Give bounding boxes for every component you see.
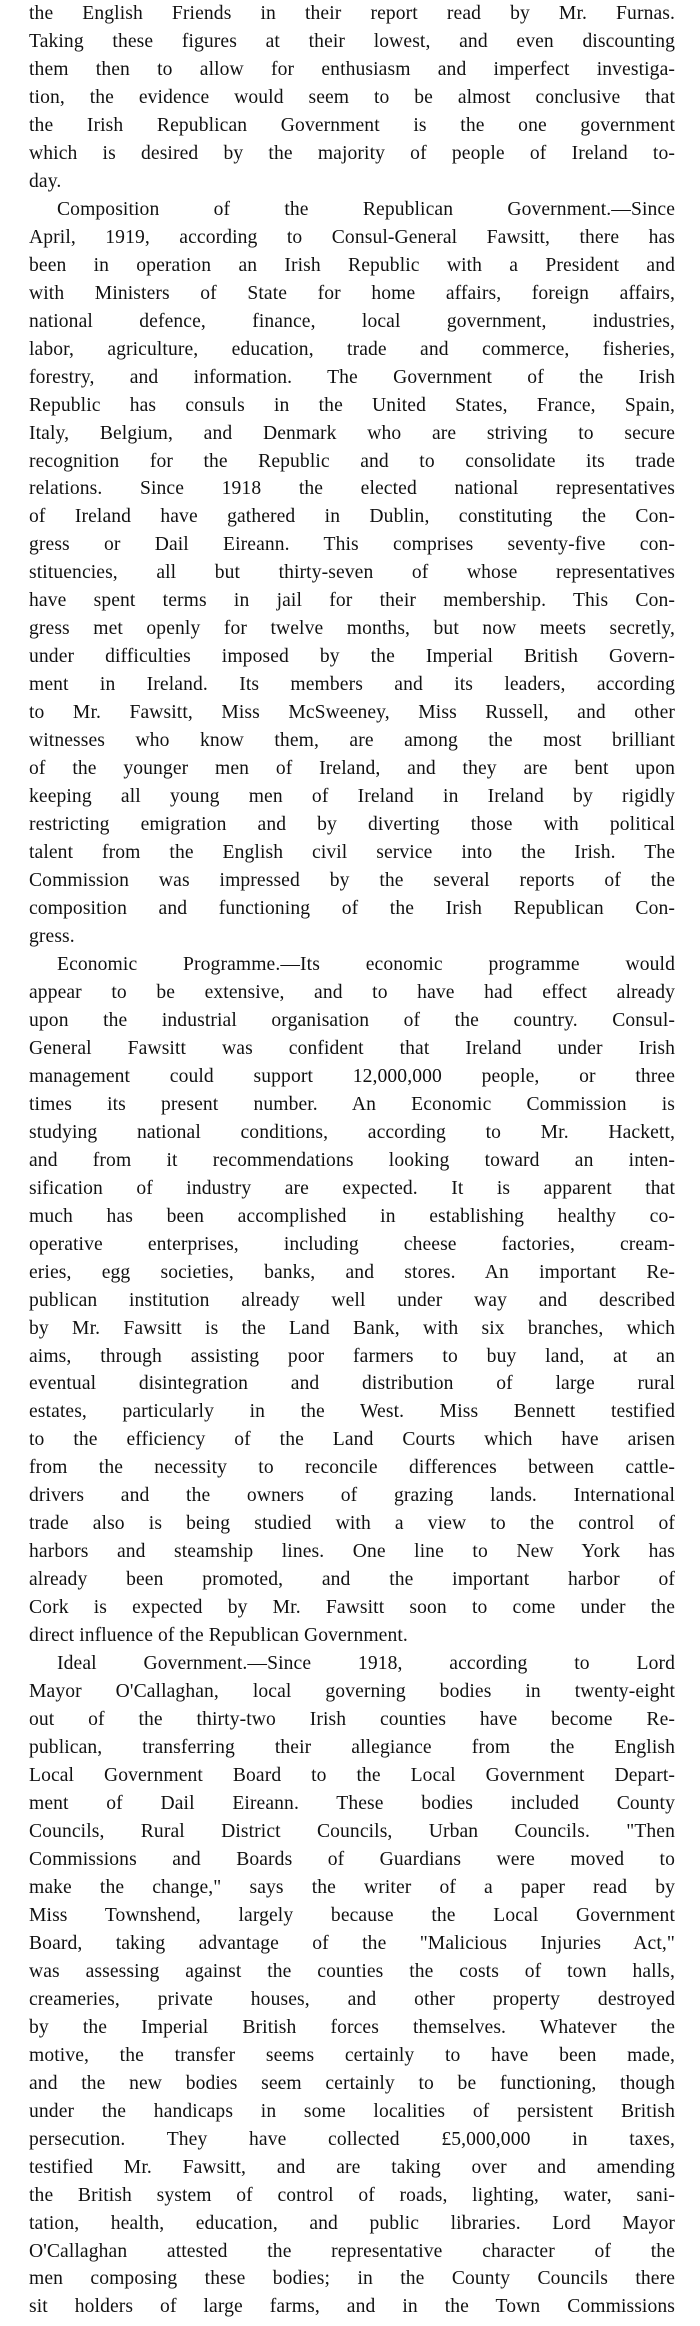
text-line: of Ireland have gathered in Dublin, constituting the Con- (29, 506, 675, 528)
text-line: persecution. They have collected £5,000,000 in taxes, (29, 2128, 675, 2150)
text-line: composition and functioning of the Irish Republican Con- (29, 898, 675, 919)
text-line: April, 1919, according to Consul-General Fawsitt, there has (29, 226, 675, 248)
text-line: direct influence of the Republican Government. (29, 1625, 408, 1647)
text-line: ment of Dail Eireann. These bodies included County (29, 1793, 675, 1814)
text-line: them then to allow for enthusiasm and imperfect investiga- (29, 58, 675, 80)
text-line: Republic has consuls in the United States, France, Spain, (29, 394, 675, 416)
text-line: was assessing against the counties the costs of town halls, (29, 1960, 675, 1982)
text-line: under difficulties imposed by the Imperial British Govern- (29, 646, 675, 668)
text-line: sit holders of large farms, and in the Town Commissions (29, 2296, 675, 2318)
text-line: keeping all young men of Ireland in Ireland by rigidly (29, 786, 675, 808)
text-line: upon the industrial organisation of the country. Consul- (29, 1009, 675, 1031)
text-line: tation, health, education, and public libraries. Lord Mayor (29, 2212, 675, 2234)
paragraph-economic-programme (29, 951, 675, 1650)
text-line: Economic Programme.—Its economic programme would (57, 953, 675, 975)
text-line: under the handicaps in some localities of persistent British (29, 2100, 675, 2122)
text-line: out of the thirty-two Irish counties have become Re- (29, 1709, 675, 1731)
paragraph-ideal-government (29, 1650, 675, 2321)
text-line: tion, the evidence would seem to be almost conclusive that (29, 86, 675, 108)
text-line: General Fawsitt was confident that Ireland under Irish (29, 1037, 675, 1059)
document-page (29, 0, 675, 2321)
text-line: to Mr. Fawsitt, Miss McSweeney, Miss Russell, and other (29, 702, 675, 724)
text-line: trade also is being studied with a view to the control of (29, 1513, 675, 1535)
text-line: management could support 12,000,000 people, or three (29, 1065, 675, 1087)
text-line: by the Imperial British forces themselves. Whatever the (29, 2016, 675, 2038)
text-line: Ideal Government.—Since 1918, according to Lord (57, 1653, 675, 1675)
text-line: day. (29, 170, 62, 192)
text-line: studying national conditions, according to Mr. Hackett, (29, 1121, 675, 1143)
text-line: of the younger men of Ireland, and they are bent upon (29, 758, 675, 780)
text-line: operative enterprises, including cheese factories, cream- (29, 1233, 675, 1255)
text-line: and from it recommendations looking toward an inten- (29, 1149, 675, 1171)
text-line: Composition of the Republican Government.—Since (57, 198, 675, 220)
text-line: Board, taking advantage of the "Malicious Injuries Act," (29, 1932, 675, 1954)
text-line: Miss Townshend, largely because the Local Government (29, 1904, 675, 1926)
paragraph-closing-friends-report (29, 0, 675, 196)
text-line: creameries, private houses, and other property destroyed (29, 1988, 675, 2010)
text-line: sification of industry are expected. It is apparent that (29, 1177, 675, 1199)
paragraph-composition-republican-government (29, 196, 675, 951)
text-line: Cork is expected by Mr. Fawsitt soon to come under the (29, 1597, 675, 1619)
text-line: and the new bodies seem certainly to be functioning, though (29, 2072, 675, 2094)
text-line: motive, the transfer seems certainly to have been made, (29, 2044, 675, 2066)
text-line: Commission was impressed by the several reports of the (29, 870, 675, 892)
text-line: relations. Since 1918 the elected national representatives (29, 478, 675, 500)
text-line: make the change," says the writer of a paper read by (29, 1876, 675, 1898)
text-line: times its present number. An Economic Commission is (29, 1093, 675, 1115)
text-line: Local Government Board to the Local Government Depart- (29, 1765, 675, 1787)
text-line: testified Mr. Fawsitt, and are taking over and amending (29, 2156, 675, 2178)
text-line: harbors and steamship lines. One line to New York has (29, 1541, 675, 1563)
text-line: labor, agriculture, education, trade and commerce, fisheries, (29, 338, 675, 360)
text-line: with Ministers of State for home affairs, foreign affairs, (29, 282, 675, 304)
text-line: publican, transferring their allegiance from the English (29, 1737, 675, 1759)
text-line: talent from the English civil service into the Irish. The (29, 842, 675, 864)
text-line: eventual disintegration and distribution of large rural (29, 1373, 675, 1395)
text-line: which is desired by the majority of people of Ireland to- (29, 142, 675, 164)
text-line: already been promoted, and the important harbor of (29, 1569, 675, 1591)
text-line: by Mr. Fawsitt is the Land Bank, with six branches, which (29, 1317, 675, 1339)
text-line: eries, egg societies, banks, and stores. An important Re- (29, 1261, 675, 1283)
text-line: Commissions and Boards of Guardians were moved to (29, 1848, 675, 1870)
text-line: stituencies, all but thirty-seven of whose representatives (29, 562, 675, 584)
text-line: gress. (29, 925, 75, 947)
text-line: recognition for the Republic and to consolidate its trade (29, 450, 675, 472)
text-line: Italy, Belgium, and Denmark who are striving to secure (29, 422, 675, 444)
text-line: O'Callaghan attested the representative character of the (29, 2240, 675, 2262)
text-line: have spent terms in jail for their membership. This Con- (29, 590, 675, 612)
text-line: appear to be extensive, and to have had effect already (29, 981, 675, 1003)
text-line: the Irish Republican Government is the one government (29, 114, 675, 136)
text-line: drivers and the owners of grazing lands. International (29, 1485, 675, 1507)
text-line: gress met openly for twelve months, but now meets secretly, (29, 618, 675, 640)
text-line: much has been accomplished in establishing healthy co- (29, 1205, 675, 1227)
text-line: aims, through assisting poor farmers to buy land, at an (29, 1345, 675, 1367)
text-line: Councils, Rural District Councils, Urban Councils. "Then (29, 1820, 675, 1842)
text-line: forestry, and information. The Government of the Irish (29, 366, 675, 388)
text-line: to the efficiency of the Land Courts which have arisen (29, 1429, 675, 1451)
text-line: Mayor O'Callaghan, local governing bodies in twenty-eight (29, 1681, 675, 1703)
text-line: ment in Ireland. Its members and its leaders, according (29, 674, 675, 696)
text-line: been in operation an Irish Republic with a President and (29, 254, 675, 276)
text-line: Taking these figures at their lowest, and even discounting (29, 30, 675, 52)
text-line: estates, particularly in the West. Miss Bennett testified (29, 1401, 675, 1423)
text-line: gress or Dail Eireann. This comprises seventy-five con- (29, 534, 675, 556)
text-line: men composing these bodies; in the County Councils there (29, 2268, 675, 2290)
text-line: the English Friends in their report read by Mr. Furnas. (29, 3, 675, 24)
text-line: restricting emigration and by diverting those with political (29, 814, 675, 836)
text-line: national defence, finance, local government, industries, (29, 310, 675, 332)
text-line: the British system of control of roads, lighting, water, sani- (29, 2184, 675, 2206)
text-line: witnesses who know them, are among the most brilliant (29, 730, 675, 752)
text-line: publican institution already well under way and described (29, 1289, 675, 1311)
text-line: from the necessity to reconcile differences between cattle- (29, 1457, 675, 1479)
